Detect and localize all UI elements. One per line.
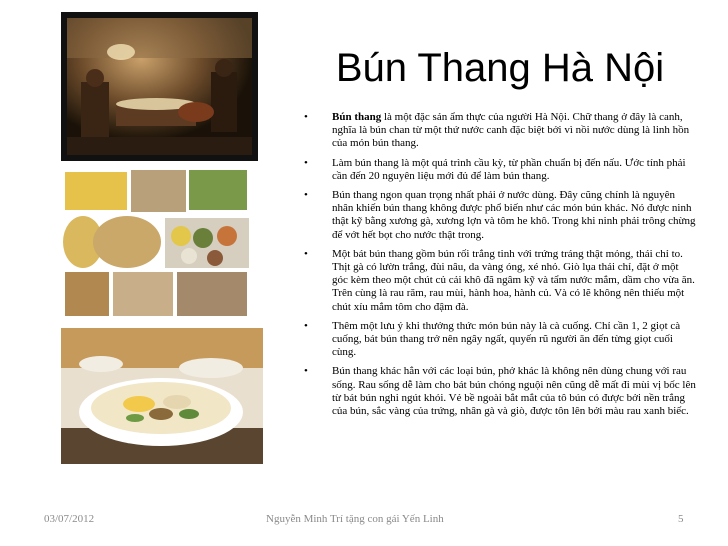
bullet-bold: Bún thang [332, 111, 382, 123]
bullet-item [302, 189, 697, 242]
bullet-dot: • [304, 156, 308, 169]
bullet-item [302, 157, 697, 183]
bullet-dot: • [304, 247, 308, 260]
bullet-text: Một bát bún thang gồm bún rối trắng tinh với trứng tráng thật mỏng, thái chỉ to. Thịt gà có lườn trắng, đùi nâu, da vàng óng, xé nhỏ. Giò lụa thái chỉ, đặt ở một góc kèm theo một chút củ cải khô đã ngâm kỹ và tẩm nước mắm, dầm cho vừa ăn. Trên cùng là rau răm, rau mùi, hành hoa, hành củ. Và có lẽ không nên thiếu một chút xíu mắm tôm cho đậm đà. [332, 247, 695, 313]
street-vendor-photo [61, 12, 258, 161]
bullet-item [302, 320, 697, 360]
ingredients-collage-photo [61, 168, 251, 320]
ingredients-collage-art [61, 168, 251, 320]
bun-thang-bowl-art [61, 328, 263, 464]
bullet-text: Bún thang ngon quan trọng nhất phải ở nước dùng. Đây cũng chính là nguyên nhân khiến bún thang không được phổ biến như các món bún khác. Nó được ninh thật kỹ bằng xương gà, xương lợn và tôm he khô. Trong khi ninh phải trông chừng để vớt hết bọt cho nước thật trong. [332, 189, 696, 241]
bullet-item [302, 365, 697, 418]
bullet-text: Bún thang khác hẳn với các loại bún, phở khác là không nên dùng chung với rau sống. Rau sống dễ làm cho bát bún chóng nguội nên cũng dễ mất đi mùi vị bốc lên từ bát bún nghi ngút khói. Vẻ bề ngoài bắt mắt của tô bún có được bởi nền trắng của bún, sắc vàng của trứng, nhân gà và giò, được tôn lên bởi màu rau xanh biếc. [332, 365, 696, 418]
bullet-dot: • [304, 111, 308, 123]
bullet-item [302, 111, 697, 151]
bullet-dot: • [304, 189, 308, 202]
bun-thang-bowl-photo [61, 328, 263, 464]
bullet-text: Thêm một lưu ý khi thưởng thức món bún này là cà cuống. Chỉ cần 1, 2 giọt cà cuống, bát bún thang trở nên ngây ngất, quyến rũ người ăn đến từng giọt cuối cùng. [332, 319, 681, 359]
bullet-item [302, 248, 697, 314]
slide-title: Bún Thang Hà Nội [335, 46, 665, 90]
footer-date: 03/07/2012 [44, 513, 95, 525]
bullet-text: Làm bún thang là một quá trình cầu kỳ, từ phần chuẩn bị đến nấu. Ước tính phải cần đến 20 nguyên liệu mới đủ để làm bún thang. [332, 156, 686, 182]
bullet-list [302, 111, 697, 424]
street-vendor-photo-art [61, 12, 258, 161]
footer-author: Nguyễn Minh Trí tặng con gái Yến Linh [266, 513, 444, 525]
bullet-dot: • [304, 365, 308, 378]
bullet-dot: • [304, 319, 308, 332]
bullet-text: là một đặc sản ẩm thực của người Hà Nội. Chữ thang ở đây là canh, nghĩa là bún chan từ một thứ nước canh đặc biệt bởi vì nồi nước dùng là linh hồn của món bún thang. [332, 111, 690, 150]
footer-page-number: 5 [678, 513, 684, 525]
